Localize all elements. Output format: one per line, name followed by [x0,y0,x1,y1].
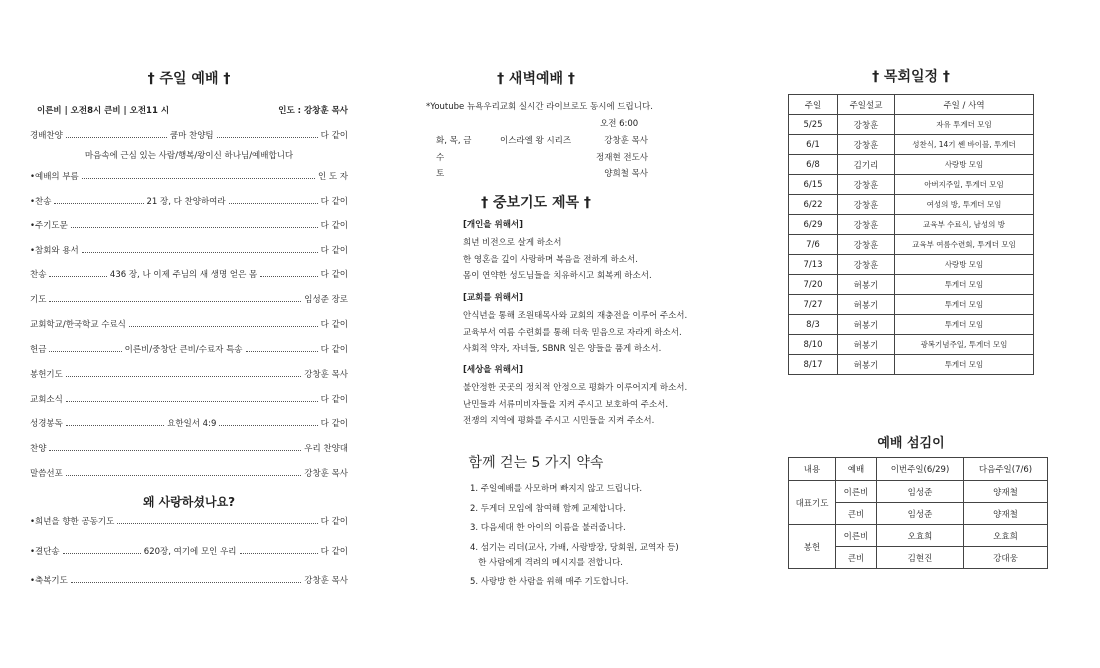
service-item-detail: 이른비/중창단 큰비/수료자 특송 [124,345,243,355]
service-item-name: •축복기도 [30,576,68,586]
prayer-item: 교육부서 여름 수련회를 통해 더욱 믿음으로 자라게 하소서. [463,327,682,338]
dot-leader [129,326,318,327]
service-item-detail: 21 장, 다 찬양하여라 [146,197,226,207]
service-item-person: 다 같이 [320,270,349,280]
schedule-date: 7/6 [789,235,838,255]
service-item-person: 다 같이 [320,246,348,256]
servers-next-week: 오효희 [964,525,1048,547]
header-cell: 내용 [789,458,836,481]
service-row [30,219,348,231]
schedule-event: 교육부 여름수련회, 투게더 모임 [895,235,1034,255]
service-item-person: 다 같이 [320,131,348,141]
dot-leader [66,376,301,377]
schedule-event: 투게더 모임 [895,315,1034,335]
dot-leader [49,351,121,352]
service-item-person: 임성준 장로 [304,295,348,305]
service-item-person: 다 같이 [320,197,349,207]
schedule-date: 7/13 [789,255,838,275]
schedule-preacher: 강창훈 [838,215,895,235]
dawn-service-title: † 새벽예배 † [497,71,575,87]
service-item-person: 강창훈 목사 [304,469,348,479]
schedule-preacher: 강창훈 [838,195,895,215]
dot-leader [66,425,164,426]
schedule-preacher: 강창훈 [838,255,895,275]
service-row [30,574,348,586]
prayer-item: 안식년을 통해 조원태목사와 교회의 재충전을 이루어 주소서. [463,311,688,321]
promise-item: 3. 다음세대 한 아이의 이름을 불러줍니다. [470,523,626,533]
servers-service: 이른비 [836,525,877,547]
dot-leader [219,425,317,426]
schedule-date: 8/10 [789,335,838,355]
schedule-event: 교육부 수료식, 남성의 방 [895,215,1034,235]
prayer-item: 한 영혼을 깊이 사랑하며 복음을 전하게 하소서. [463,254,638,265]
schedule-row [789,355,1034,375]
service-item-name: 교회학교/한국학교 수료식 [30,320,126,330]
servers-role: 대표기도 [789,481,836,525]
service-item-name: 성경봉독 [30,419,63,429]
dot-leader [66,137,167,138]
schedule-row [789,235,1034,255]
service-item-name: •참회와 용서 [30,246,79,256]
dawn-day: 화, 목, 금 [436,136,472,146]
dot-leader [71,227,318,228]
service-row [30,293,348,305]
service-row [30,545,348,557]
schedule-date: 8/3 [789,315,838,335]
service-item-person: 다 같이 [320,547,349,557]
service-item-person: 강창훈 목사 [304,576,348,586]
service-item-name: 봉헌기도 [30,370,63,380]
dawn-preacher: 정재현 전도사 [596,153,648,163]
schedule-event: 아버지주일, 투게더 모임 [895,175,1034,195]
schedule-preacher: 허봉기 [838,335,895,355]
service-row [30,129,348,141]
service-row [30,442,348,454]
dot-leader [49,450,301,451]
header-cell: 다음주일(7/6) [964,458,1048,481]
schedule-event: 투게더 모임 [895,295,1034,315]
schedule-row [789,135,1034,155]
prayer-title: † 중보기도 제목 † [481,195,591,211]
prayer-item: 전쟁의 지역에 평화를 주시고 시민들을 지켜 주소서. [463,416,655,426]
service-item-person: 다 같이 [320,419,348,429]
schedule-preacher: 허봉기 [838,295,895,315]
service-row [30,417,348,429]
prayer-item: 난민들과 서류미비자들을 지켜 주시고 보호하여 주소서. [463,399,669,410]
servers-service: 큰비 [836,547,877,569]
service-row [30,368,348,380]
schedule-event: 투게더 모임 [895,275,1034,295]
schedule-date: 6/1 [789,135,838,155]
schedule-row [789,275,1034,295]
service-item-detail: 요한일서 4:9 [167,419,217,429]
service-item-person: 인 도 자 [317,172,348,182]
header-cell: 예배 [836,458,877,481]
prayer-group-heading: [개인을 위해서] [463,220,523,230]
schedule-event: 투게더 모임 [895,355,1034,375]
servers-this-week: 오효희 [877,525,964,547]
schedule-date: 7/20 [789,275,838,295]
servers-this-week: 임성준 [877,503,964,525]
schedule-date: 6/22 [789,195,838,215]
schedule-preacher: 강창훈 [838,235,895,255]
service-item-name: 교회소식 [30,395,63,405]
promise-item: 한 사람에게 격려의 메시지를 전합니다. [470,558,623,568]
service-times: 이른비 | 오전8시 큰비 | 오전11 시 [37,106,170,116]
service-item-person: 다 같이 [320,221,348,231]
sunday-worship-title: † 주일 예배 † [147,71,231,87]
dot-leader [217,137,318,138]
servers-row [789,525,1048,547]
promise-item: 2. 두게더 모임에 참여해 함께 교제합니다. [470,504,626,514]
schedule-row [789,215,1034,235]
service-item-name: 찬송 [30,270,47,280]
header-cell: 주일설교 [838,95,895,115]
dot-leader [71,582,301,583]
service-row [30,268,348,280]
schedule-header-row [789,95,1034,115]
servers-next-week: 양재철 [964,503,1048,525]
schedule-preacher: 강창훈 [838,115,895,135]
service-item-name: •주기도문 [30,221,68,231]
servers-next-week: 양재철 [964,481,1048,503]
service-row [30,318,348,330]
servers-this-week: 임성준 [877,481,964,503]
promise-item: 4. 섬기는 리더(교사, 가배, 사랑방장, 당회원, 교역자 등) [470,543,679,553]
service-item-detail: 436 장, 나 이제 주님의 새 생명 얻은 몸 [109,270,258,280]
dot-leader [63,553,141,554]
promises-title: 함께 걷는 5 가지 약속 [468,455,604,471]
header-cell: 주일 [789,95,838,115]
schedule-row [789,175,1034,195]
service-item-detail: 쿰마 찬양팀 [169,131,214,141]
dawn-time: 오전 6:00 [600,119,639,129]
service-row [30,195,348,207]
service-item-name: •예배의 부름 [30,172,79,182]
prayer-item: 희년 비전으로 살게 하소서 [463,238,562,248]
schedule-preacher: 허봉기 [838,355,895,375]
servers-next-week: 강대웅 [964,547,1048,569]
prayer-group-heading: [교회를 위해서] [463,293,523,303]
servers-role: 봉헌 [789,525,836,569]
prayer-item: 사회적 약자, 자녀들, SBNR 일은 양들을 품게 하소서. [463,344,662,354]
header-cell: 이번주일(6/29) [877,458,964,481]
schedule-row [789,295,1034,315]
dawn-topic: 이스라엘 왕 시리즈 [500,136,572,146]
promise-item: 5. 사랑방 한 사람을 위해 매주 기도합니다. [470,577,629,587]
service-row [30,343,348,355]
schedule-table [788,94,1034,375]
prayer-item: 불안정한 곳곳의 정치적 안정으로 평화가 이루어지게 하소서. [463,383,688,393]
schedule-row [789,155,1034,175]
schedule-date: 6/8 [789,155,838,175]
servers-header-row [789,458,1048,481]
service-item-name: •찬송 [30,197,52,207]
schedule-date: 6/29 [789,215,838,235]
service-leader: 인도 : 강창훈 목사 [278,106,348,116]
schedule-row [789,335,1034,355]
service-item-detail: 620장, 여기에 모인 우리 [143,547,237,557]
schedule-row [789,195,1034,215]
schedule-preacher: 강창훈 [838,135,895,155]
dot-leader [82,252,318,253]
dawn-preacher: 강창훈 목사 [604,136,648,146]
schedule-event: 자유 투게더 모임 [895,115,1034,135]
schedule-row [789,315,1034,335]
worship-servers-title: 예배 섬김이 [877,436,945,451]
service-item-name: 말씀선포 [30,469,63,479]
dot-leader [49,276,106,277]
schedule-date: 5/25 [789,115,838,135]
schedule-event: 사랑방 모임 [895,255,1034,275]
prayer-item: 몸이 연약한 성도님들을 치유하시고 회복케 하소서. [463,271,652,281]
service-item-person: 다 같이 [320,320,348,330]
servers-this-week: 김현진 [877,547,964,569]
dawn-day: 수 [436,153,445,163]
schedule-row [789,115,1034,135]
service-item-person: 다 같이 [320,395,348,405]
service-row [30,244,348,256]
schedule-event: 여성의 방, 투게더 모임 [895,195,1034,215]
promise-item: 1. 주일예배를 사모하며 빠지지 않고 드립니다. [470,484,643,494]
dot-leader [229,203,318,204]
schedule-preacher: 강창훈 [838,175,895,195]
dot-leader [49,301,301,302]
service-row [30,170,348,182]
service-item-name: 헌금 [30,345,47,355]
schedule-preacher: 김기리 [838,155,895,175]
dot-leader [240,553,318,554]
schedule-date: 8/17 [789,355,838,375]
schedule-event: 성찬식, 14기 쎈 바이블, 투게더 [895,135,1034,155]
service-row [30,393,348,405]
service-row [30,467,348,479]
service-item-person: 다 같이 [320,345,349,355]
dawn-day: 토 [436,169,445,179]
service-item-name: 경배찬양 [30,131,63,141]
dot-leader [260,276,317,277]
service-item-name: 찬양 [30,444,47,454]
sermon-title: 왜 사랑하셨나요? [142,495,236,509]
schedule-event: 광복기념주일, 투게더 모임 [895,335,1034,355]
servers-table [788,457,1048,569]
schedule-preacher: 허봉기 [838,315,895,335]
dot-leader [66,401,318,402]
youtube-notice: *Youtube 뉴욕우리교회 실시간 라이브로도 동시에 드립니다. [426,102,653,112]
schedule-date: 7/27 [789,295,838,315]
service-item-name: •결단송 [30,547,60,557]
schedule-date: 6/15 [789,175,838,195]
dawn-preacher: 양희철 목사 [604,169,648,179]
schedule-row [789,255,1034,275]
service-item-person: 다 같이 [320,517,348,527]
dot-leader [117,523,317,524]
servers-service: 이른비 [836,481,877,503]
schedule-preacher: 허봉기 [838,275,895,295]
dot-leader [246,351,318,352]
servers-row [789,481,1048,503]
praise-songs: 마음속에 근심 있는 사람/행복/왕이신 하나님/예배합니다 [84,151,294,161]
servers-service: 큰비 [836,503,877,525]
header-cell: 주일 / 사역 [895,95,1034,115]
service-item-name: 기도 [30,295,47,305]
prayer-group-heading: [세상을 위해서] [463,365,523,375]
service-row [30,515,348,527]
service-item-person: 강창훈 목사 [304,370,348,380]
schedule-event: 사랑방 모임 [895,155,1034,175]
dot-leader [82,178,315,179]
service-item-name: •희년을 향한 공동기도 [30,517,115,527]
dot-leader [54,203,143,204]
ministry-schedule-title: † 목회일정 † [872,69,950,85]
dot-leader [66,475,301,476]
service-item-person: 우리 찬양대 [304,444,348,454]
